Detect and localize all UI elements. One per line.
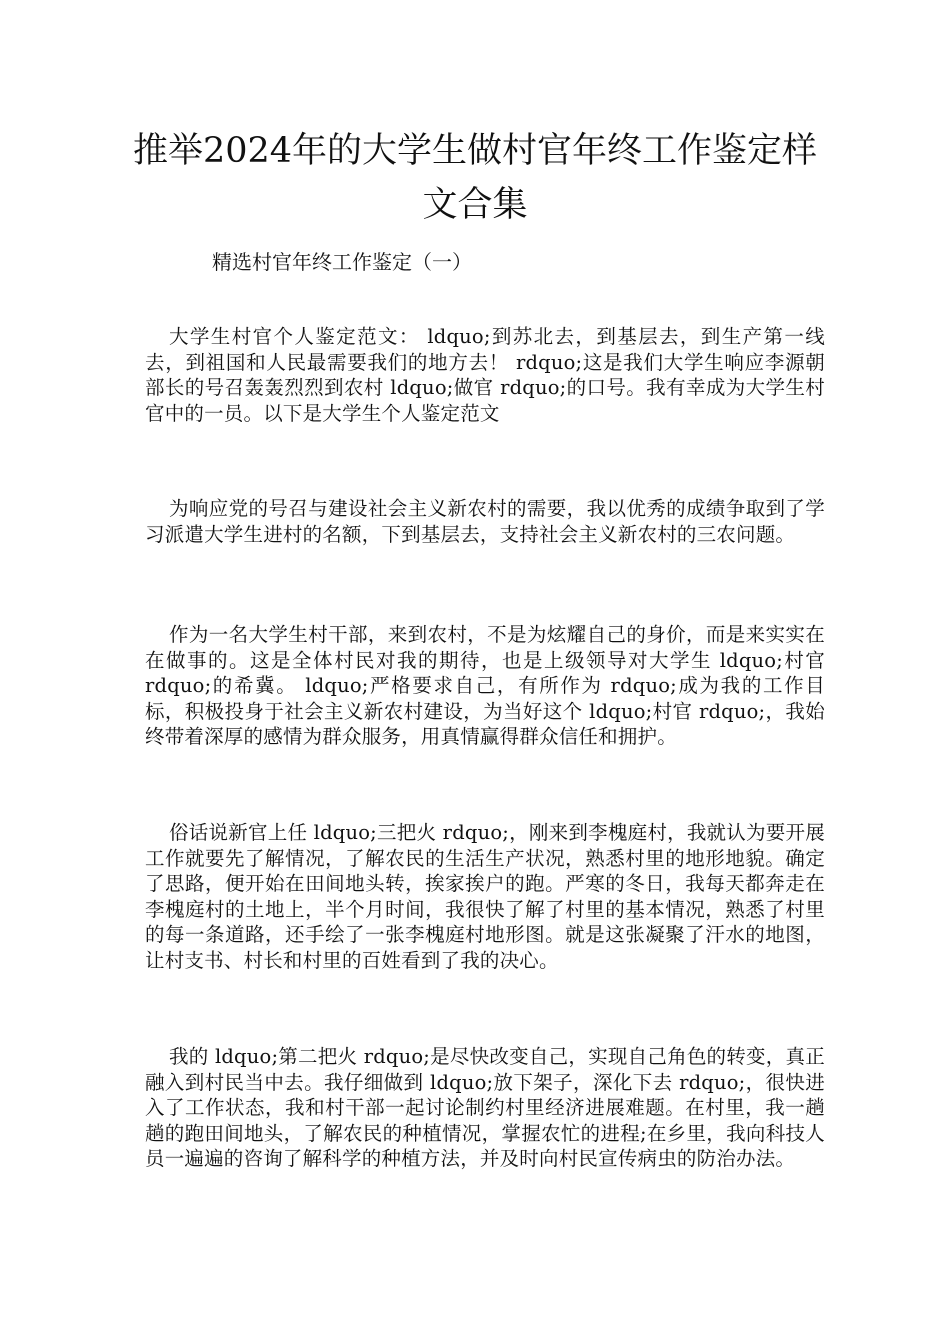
- document-title: 推举2024年的大学生做村官年终工作鉴定样文合集: [132, 131, 818, 225]
- paragraph: 我的 ldquo;第二把火 rdquo;是尽快改变自己，实现自己角色的转变，真正融入到村民当中去。我仔细做到 ldquo;放下架子，深化下去 rdquo;，很快进入了工作状态，我和村干部一起讨论制约村里经济进展难题。在村里，我一趟趟的跑田间地头，了解农民的种植情况，掌握农忙的进程;在乡里，我向科技人员一遍遍的咨询了解科学的种植方法，并及时向村民宣传病虫的防治办法。: [145, 1045, 825, 1170]
- section-subtitle: 精选村官年终工作鉴定（一）: [212, 250, 472, 274]
- paragraph: 大学生村官个人鉴定范文： ldquo;到苏北去，到基层去，到生产第一线去，到祖国和人民最需要我们的地方去！ rdquo;这是我们大学生响应李源朝部长的号召轰轰烈烈到农村 ldquo;做官 rdquo;的口号。我有幸成为大学生村官中的一员。以下是大学生个人鉴定范文: [145, 325, 825, 425]
- paragraph: 作为一名大学生村干部，来到农村，不是为炫耀自己的身价，而是来实实在在做事的。这是全体村民对我的期待，也是上级领导对大学生 ldquo;村官 rdquo;的希冀。 ldquo;严格要求自己，有所作为 rdquo;成为我的工作目标，积极投身于社会主义新农村建设，为当好这个 ldquo;村官 rdquo;，我始终带着深厚的感情为群众服务，用真情赢得群众信任和拥护。: [145, 623, 825, 748]
- paragraph: 俗话说新官上任 ldquo;三把火 rdquo;，刚来到李槐庭村，我就认为要开展工作就要先了解情况，了解农民的生活生产状况，熟悉村里的地形地貌。确定了思路，便开始在田间地头转，挨家挨户的跑。严寒的冬日，我每天都奔走在李槐庭村的土地上，半个月时间，我很快了解了村里的基本情况，熟悉了村里的每一条道路，还手绘了一张李槐庭村地形图。就是这张凝聚了汗水的地图，让村支书、村长和村里的百姓看到了我的决心。: [145, 821, 825, 972]
- paragraph: 为响应党的号召与建设社会主义新农村的需要，我以优秀的成绩争取到了学习派遣大学生进村的名额，下到基层去，支持社会主义新农村的三农问题。: [145, 497, 825, 546]
